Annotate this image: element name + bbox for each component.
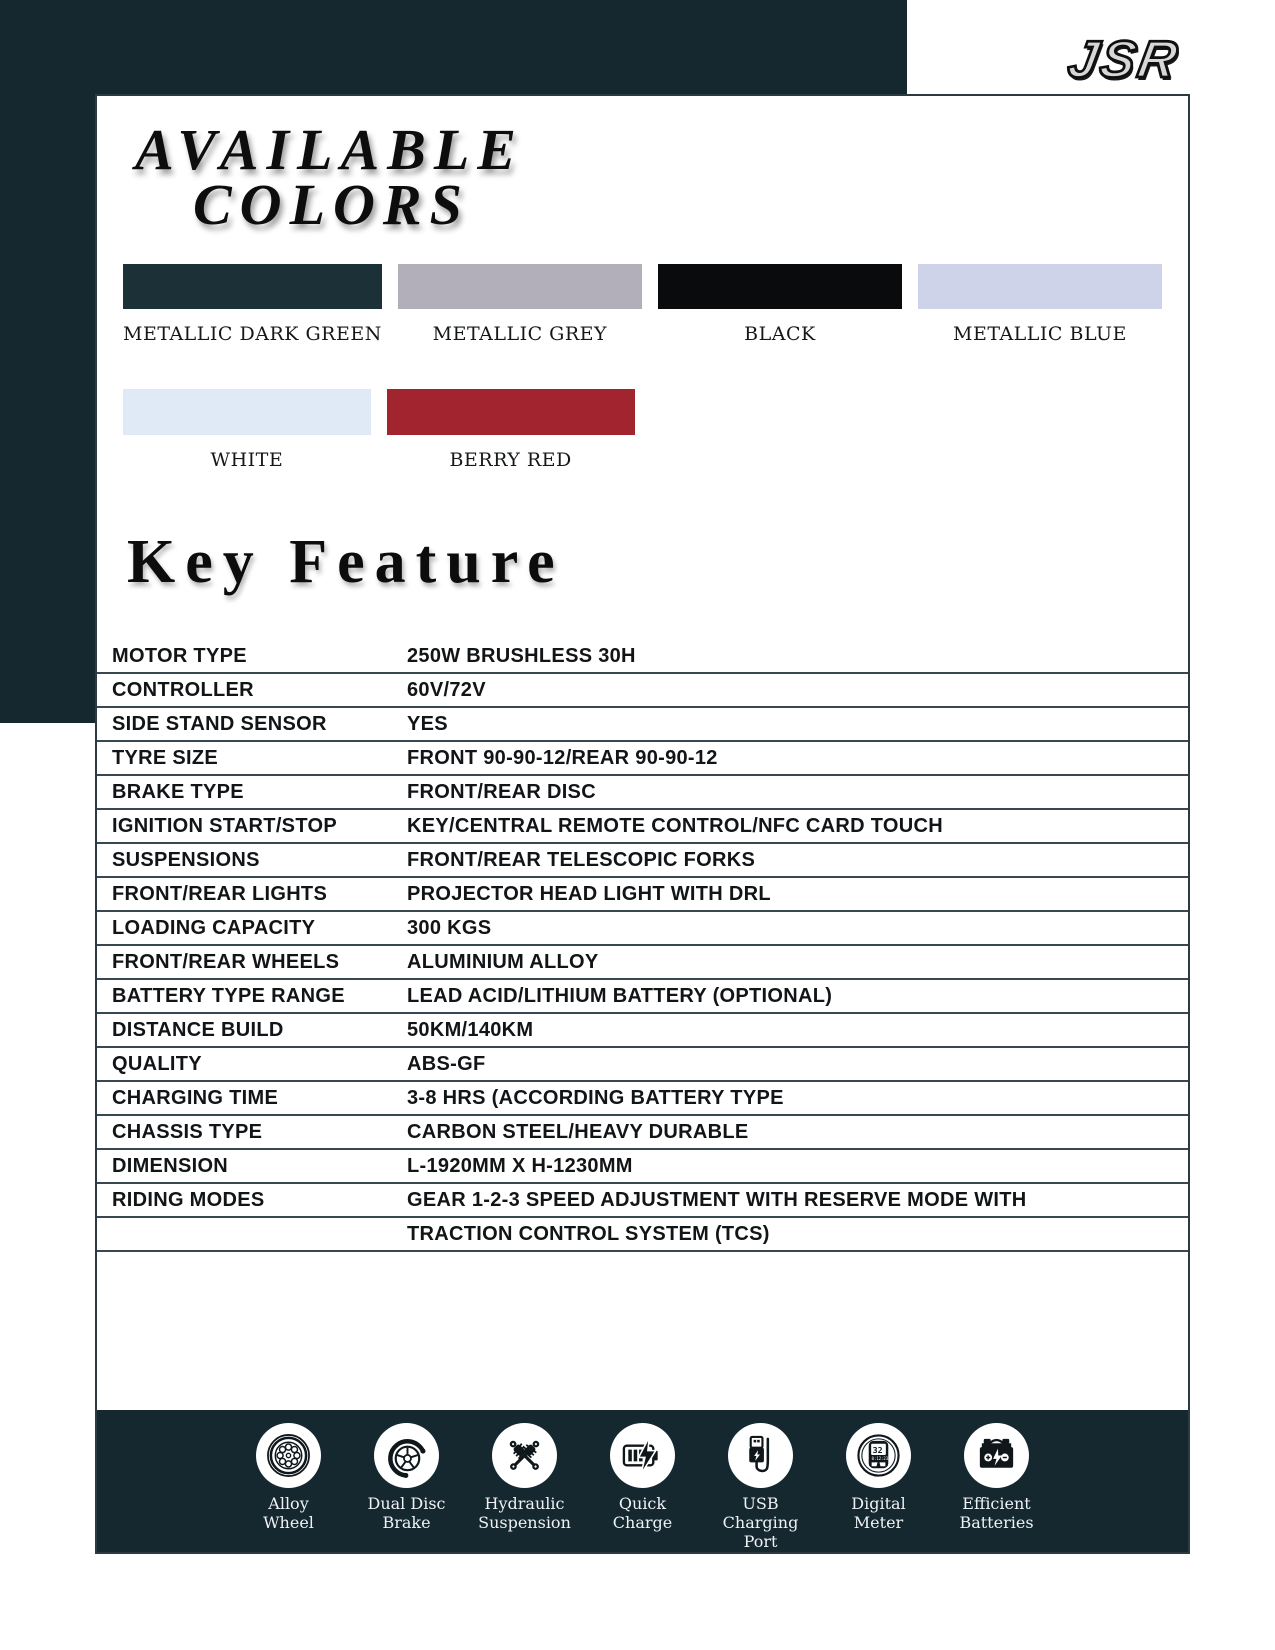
feature-efficient-batteries xyxy=(945,1423,1049,1552)
color-swatch-white xyxy=(123,389,371,471)
color-chip-label: METALLIC GREY xyxy=(432,323,608,345)
feature-label: Alloy Wheel xyxy=(263,1494,314,1533)
color-chip-label: BERRY RED xyxy=(449,449,572,471)
spec-value: GEAR 1-2-3 SPEED ADJUSTMENT WITH RESERVE MODE WITH xyxy=(407,1189,1027,1211)
color-swatch-metallic-dark-green xyxy=(123,264,382,345)
available-colors-title xyxy=(135,117,1188,237)
dual-disc-brake-icon xyxy=(374,1423,439,1488)
feature-quick-charge xyxy=(591,1423,695,1552)
efficient-batteries-icon xyxy=(964,1423,1029,1488)
spec-label: FRONT/REAR WHEELS xyxy=(112,951,340,973)
available-colors-line1: AVAILABLE xyxy=(135,117,524,182)
spec-value: ALUMINIUM ALLOY xyxy=(407,951,599,973)
color-swatch-metallic-blue xyxy=(918,264,1162,345)
spec-label: SUSPENSIONS xyxy=(112,849,260,871)
spec-value: LEAD ACID/LITHIUM BATTERY (OPTIONAL) xyxy=(407,985,833,1007)
table-row-front-rear-wheels xyxy=(97,946,1188,980)
usb-charging-port-icon xyxy=(728,1423,793,1488)
spec-value: PROJECTOR HEAD LIGHT WITH DRL xyxy=(407,883,771,905)
spec-label: CONTROLLER xyxy=(112,679,254,701)
color-swatch-berry-red xyxy=(387,389,635,471)
spec-value: 3-8 HRS (ACCORDING BATTERY TYPE xyxy=(407,1087,784,1109)
table-row-battery-type-range xyxy=(97,980,1188,1014)
spec-label: BRAKE TYPE xyxy=(112,781,244,803)
feature-digital-meter xyxy=(827,1423,931,1552)
spec-label: CHARGING TIME xyxy=(112,1087,279,1109)
spec-table xyxy=(97,640,1188,1252)
meter-display-value: 32 xyxy=(872,1445,883,1456)
color-chip xyxy=(398,264,642,309)
spec-label: TYRE SIZE xyxy=(112,747,219,769)
digital-meter-icon xyxy=(846,1423,911,1488)
spec-label: BATTERY TYPE RANGE xyxy=(112,985,345,1007)
available-colors-line2: COLORS xyxy=(193,172,470,237)
spec-label: SIDE STAND SENSOR xyxy=(112,713,327,735)
spec-label: DISTANCE BUILD xyxy=(112,1019,284,1041)
color-chip-label: METALLIC BLUE xyxy=(953,323,1127,345)
spec-value: 60V/72V xyxy=(407,679,486,701)
spec-value: YES xyxy=(407,713,448,735)
quick-charge-icon xyxy=(610,1423,675,1488)
spec-value: FRONT/REAR DISC xyxy=(407,781,596,803)
spec-label: QUALITY xyxy=(112,1053,202,1075)
feature-label: Hydraulic Suspension xyxy=(478,1494,571,1533)
spec-value: TRACTION CONTROL SYSTEM (TCS) xyxy=(407,1223,770,1245)
color-chip-label: METALLIC DARK GREEN xyxy=(123,323,382,345)
meter-display-secondary: 0:12:23 xyxy=(871,1455,889,1461)
spec-value: FRONT 90-90-12/REAR 90-90-12 xyxy=(407,747,718,769)
feature-icon-bar xyxy=(97,1410,1188,1552)
spec-value: 50KM/140KM xyxy=(407,1019,534,1041)
table-row-motor-type xyxy=(97,640,1188,674)
hydraulic-suspension-icon xyxy=(492,1423,557,1488)
color-chip xyxy=(123,264,382,309)
feature-usb-charging-port xyxy=(709,1423,813,1552)
color-chip-label: WHITE xyxy=(210,449,284,471)
color-swatch-row-1 xyxy=(123,264,1162,345)
table-row-charging-time xyxy=(97,1082,1188,1116)
feature-label: Efficient Batteries xyxy=(959,1494,1034,1533)
key-feature-title: Key Feature xyxy=(127,528,565,596)
spec-label: LOADING CAPACITY xyxy=(112,917,316,939)
color-chip xyxy=(918,264,1162,309)
table-row-brake-type xyxy=(97,776,1188,810)
alloy-wheel-icon xyxy=(256,1423,321,1488)
color-swatch-metallic-grey xyxy=(398,264,642,345)
feature-label: Quick Charge xyxy=(612,1494,673,1533)
table-row-tyre-size xyxy=(97,742,1188,776)
spec-value: CARBON STEEL/HEAVY DURABLE xyxy=(407,1121,749,1143)
table-row-riding-modes-continued xyxy=(97,1218,1188,1252)
table-row-loading-capacity xyxy=(97,912,1188,946)
color-chip xyxy=(658,264,902,309)
spec-label: RIDING MODES xyxy=(112,1189,265,1211)
left-dark-band xyxy=(0,0,95,723)
feature-hydraulic-suspension xyxy=(473,1423,577,1552)
spec-value: KEY/CENTRAL REMOTE CONTROL/NFC CARD TOUCH xyxy=(407,815,944,837)
brand-logo-text: JSR xyxy=(1063,31,1185,89)
color-swatch-row-2 xyxy=(123,389,1162,471)
top-dark-band xyxy=(0,0,907,94)
spec-value: L-1920MM X H-1230MM xyxy=(407,1155,633,1177)
table-row-front-rear-lights xyxy=(97,878,1188,912)
spec-value: 250W BRUSHLESS 30H xyxy=(407,645,636,667)
spec-value: ABS-GF xyxy=(407,1053,486,1075)
spec-label: FRONT/REAR LIGHTS xyxy=(112,883,328,905)
spec-label: DIMENSION xyxy=(112,1155,229,1177)
spec-value: FRONT/REAR TELESCOPIC FORKS xyxy=(407,849,756,871)
spec-label: MOTOR TYPE xyxy=(112,645,247,667)
table-row-dimension xyxy=(97,1150,1188,1184)
feature-label: Digital Meter xyxy=(851,1494,906,1533)
feature-label: Dual Disc Brake xyxy=(367,1494,446,1533)
spec-value: 300 KGS xyxy=(407,917,492,939)
table-row-quality xyxy=(97,1048,1188,1082)
table-row-controller xyxy=(97,674,1188,708)
table-row-side-stand-sensor xyxy=(97,708,1188,742)
table-row-suspensions xyxy=(97,844,1188,878)
color-swatch-black xyxy=(658,264,902,345)
content-card xyxy=(95,94,1190,1554)
feature-dual-disc-brake xyxy=(355,1423,459,1552)
table-row-chassis-type xyxy=(97,1116,1188,1150)
color-chip xyxy=(123,389,371,435)
table-row-riding-modes xyxy=(97,1184,1188,1218)
brand-logo xyxy=(1064,30,1185,90)
color-chip xyxy=(387,389,635,435)
feature-alloy-wheel xyxy=(237,1423,341,1552)
feature-label: USB Charging Port xyxy=(722,1494,799,1552)
table-row-ignition xyxy=(97,810,1188,844)
color-chip-label: BLACK xyxy=(744,323,816,345)
table-row-distance-build xyxy=(97,1014,1188,1048)
spec-label: CHASSIS TYPE xyxy=(112,1121,263,1143)
spec-label: IGNITION START/STOP xyxy=(112,815,337,837)
